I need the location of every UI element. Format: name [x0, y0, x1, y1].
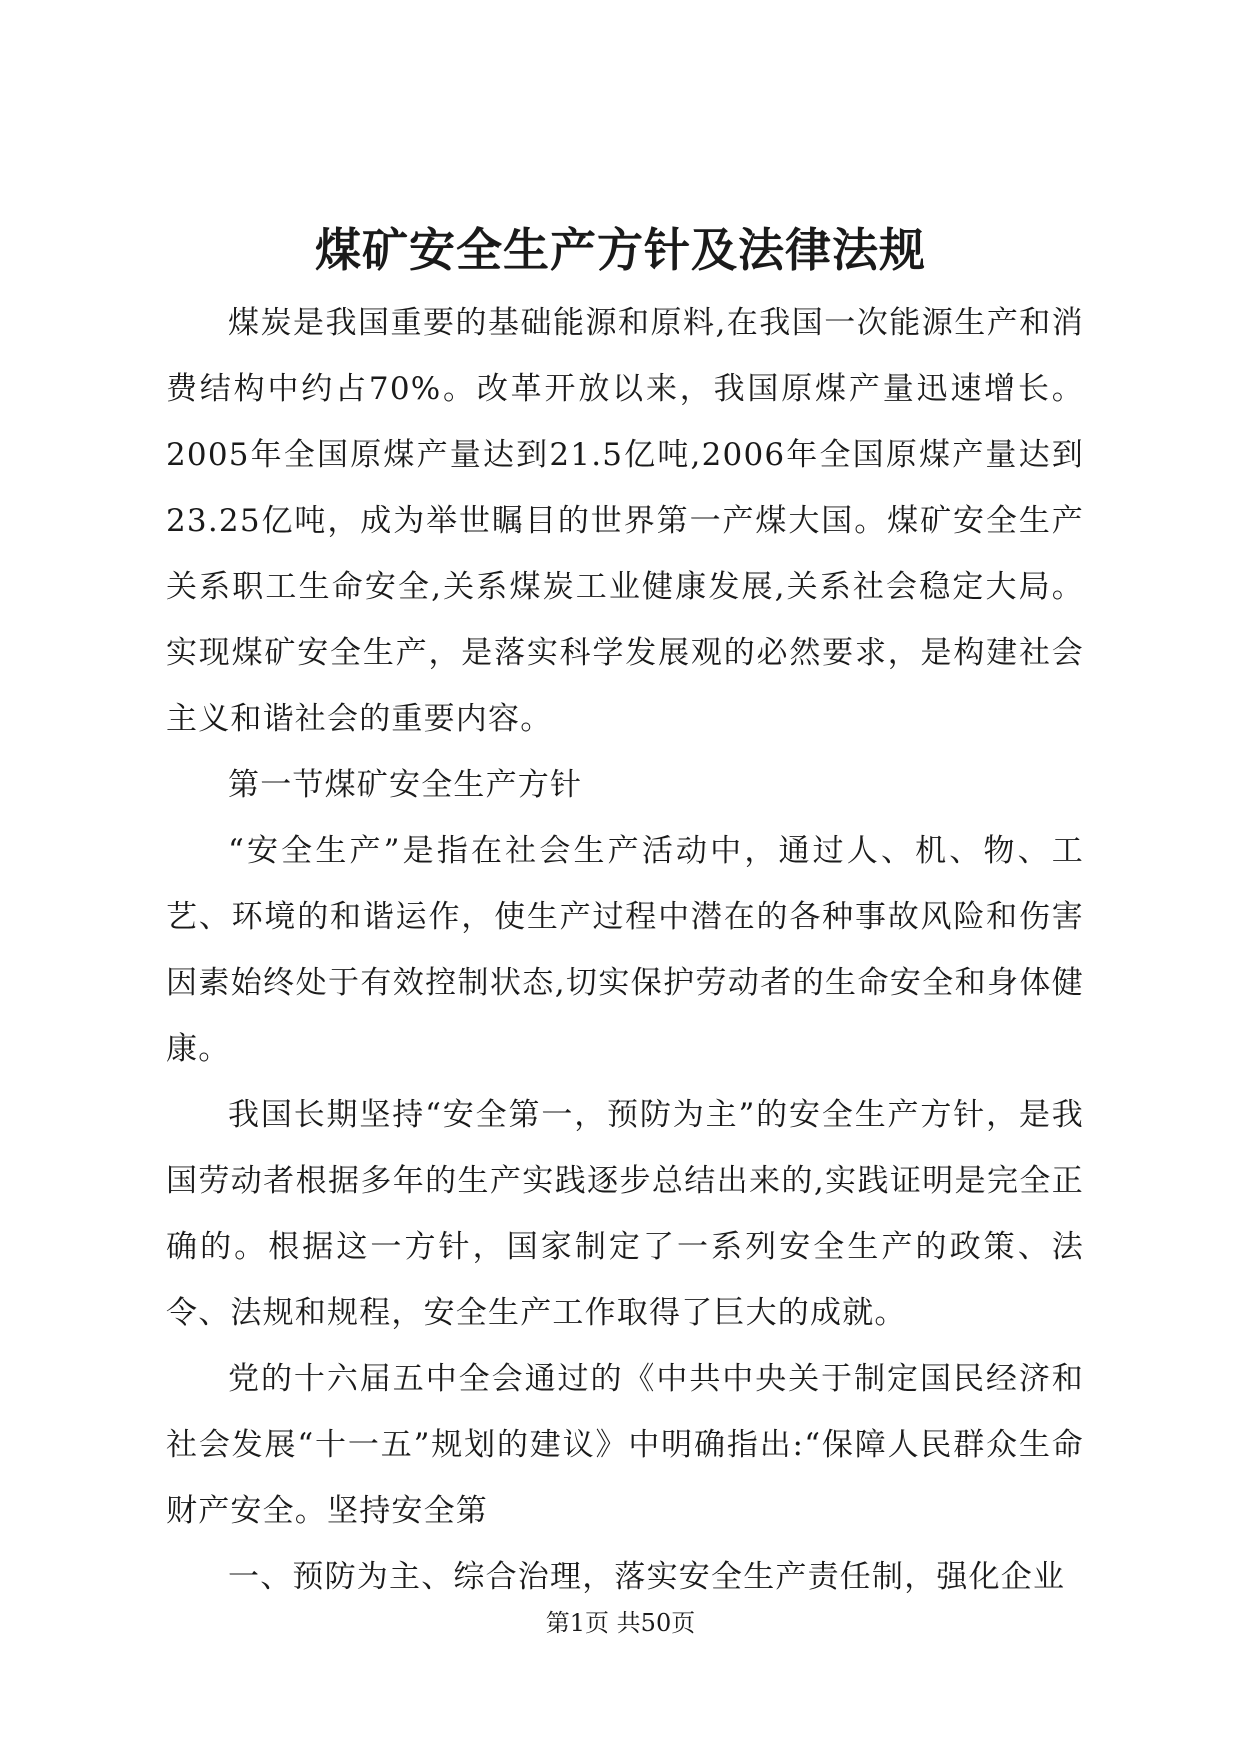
- paragraph-plenum: 党的十六届五中全会通过的《中共中央关于制定国民经济和社会发展“十一五”规划的建议》中明确指出:“保障人民群众生命财产安全。坚持安全第: [166, 1361, 1084, 1529]
- paragraph-definition: “安全生产”是指在社会生产活动中，通过人、机、物、工艺、环境的和谐运作，使生产过程中潜在的各种事故风险和伤害因素始终处于有效控制状态,切实保护劳动者的生命安全和身体健康。: [166, 833, 1084, 1067]
- paragraph-policy: 我国长期坚持“安全第一，预防为主”的安全生产方针，是我国劳动者根据多年的生产实践逐步总结出来的,实践证明是完全正确的。根据这一方针，国家制定了一系列安全生产的政策、法令、法规和规程，安全生产工作取得了巨大的成就。: [166, 1097, 1084, 1331]
- paragraph-continuation: 一、预防为主、综合治理，落实安全生产责任制，强化企业: [228, 1559, 1066, 1595]
- document-body: [166, 290, 1084, 1610]
- document-title: 煤矿安全生产方针及法律法规: [315, 223, 926, 277]
- paragraph-intro: 煤炭是我国重要的基础能源和原料,在我国一次能源生产和消费结构中约占70%。改革开放以来，我国原煤产量迅速增长。2005年全国原煤产量达到21.5亿吨,2006年全国原煤产量达到23.25亿吨，成为举世瞩目的世界第一产煤大国。煤矿安全生产关系职工生命安全,关系煤炭工业健康发展,关系社会稳定大局。实现煤矿安全生产，是落实科学发展观的必然要求，是构建社会主义和谐社会的重要内容。: [166, 305, 1084, 737]
- page-number-footer: 第1页 共50页: [545, 1609, 696, 1637]
- section-heading: 第一节煤矿安全生产方针: [228, 767, 583, 803]
